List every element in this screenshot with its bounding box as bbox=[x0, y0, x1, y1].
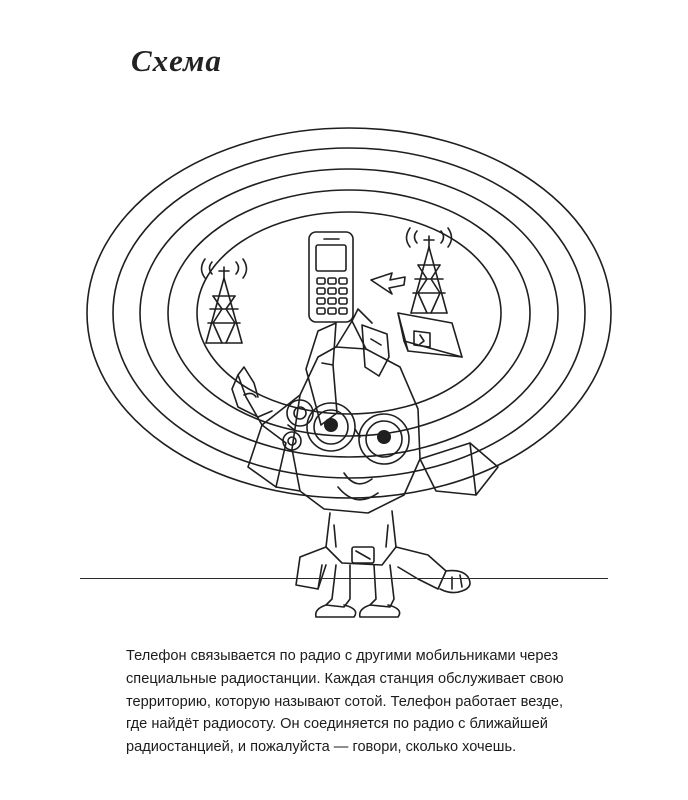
caption-paragraph: Телефон связывается по радио с другими мобильниками через специальные радиостанции. Каждая станция обслуживает свою территорию, которую называют сотой. Телефон работает везде, где найдёт радиосоту. Он соединяется по радио с ближайшей радиостанцией, и пожалуйста — говори, сколько хочешь. bbox=[126, 648, 564, 756]
radio-tower-right bbox=[407, 228, 452, 313]
caption-text bbox=[126, 645, 564, 759]
mobile-phone-icon bbox=[309, 232, 353, 322]
arrow-right-icon bbox=[371, 273, 405, 294]
cartoon-character bbox=[232, 309, 498, 617]
ground-line bbox=[80, 578, 608, 579]
page-title: Схема bbox=[131, 43, 222, 78]
illustration-area bbox=[0, 95, 688, 625]
radio-tower-left bbox=[202, 259, 247, 343]
illustration-svg bbox=[0, 95, 688, 625]
